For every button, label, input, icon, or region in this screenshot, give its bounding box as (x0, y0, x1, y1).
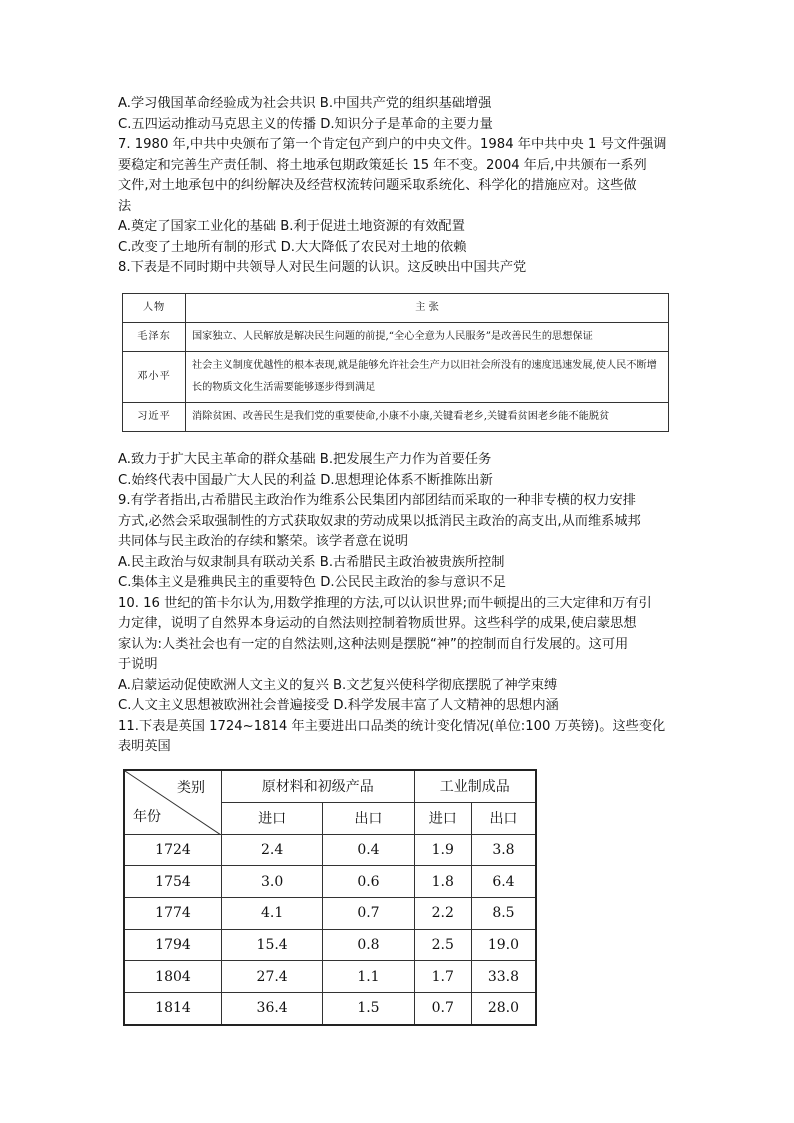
person-cell: 毛泽东 (123, 323, 186, 352)
year-cell: 1814 (124, 992, 222, 1025)
claim-cell: 消除贫困、改善民生是我们党的重要使命,小康不小康,关键看老乡,关键看贫困老乡能不能脱贫 (186, 403, 669, 432)
trade-table (123, 769, 537, 1026)
option-line: C.改变了土地所有制的形式 D.大大降低了农民对土地的依赖 (118, 239, 467, 255)
question-10-text: 10. 16 世纪的笛卡尔认为,用数学推理的方法,可以认识世界;而牛顿提出的三大定律和万有引 (118, 595, 652, 611)
year-cell: 1724 (124, 834, 222, 866)
value-cell: 2.4 (222, 834, 323, 866)
value-cell: 0.4 (323, 834, 414, 866)
question-11-text: 11.下表是英国 1724~1814 年主要进出口品类的统计变化情况(单位:100 万英镑)。这些变化 (118, 718, 666, 734)
corner-year-label: 年份 (133, 808, 161, 825)
question-9-text: 9.有学者指出,古希腊民主政治作为维系公民集团内部团结而采取的一种非专横的权力安排 (118, 493, 636, 508)
value-cell: 1.9 (414, 834, 471, 866)
value-cell: 2.5 (414, 929, 471, 961)
option-line: C.人文主义思想被欧洲社会普遍接受 D.科学发展丰富了人文精神的思想内涵 (118, 698, 559, 713)
question-7-text: 法 (118, 198, 132, 214)
question-7-text: 文件,对土地承包中的纠纷解决及经营权流转问题采取系统化、科学化的措施应对。这些做 (118, 178, 637, 193)
table-row (124, 929, 536, 961)
question-9-text: 共同体与民主政治的存续和繁荣。该学者意在说明 (118, 534, 409, 549)
question-block-top (118, 94, 678, 279)
value-cell: 8.5 (471, 897, 536, 929)
option-line: C.集体主义是雅典民主的重要特色 D.公民民主政治的参与意识不足 (118, 575, 506, 590)
table-row (124, 897, 536, 929)
year-cell: 1794 (124, 929, 222, 961)
question-10-text: 于说明 (118, 657, 158, 672)
question-10-text: 力定律，说明了自然界本身运动的自然法则控制着物质世界。这些科学的成果,使启蒙思想 (118, 616, 637, 631)
question-10-text: 家认为:人类社会也有一定的自然法则,这种法则是摆脱“神”的控制而自行发展的。这可用 (118, 636, 629, 652)
header-person: 人物 (123, 294, 186, 323)
question-block-mid (118, 450, 678, 758)
table-row (123, 352, 669, 403)
value-cell: 27.4 (222, 961, 323, 993)
value-cell: 1.8 (414, 866, 471, 898)
option-line: A.致力于扩大民主革命的群众基础 B.把发展生产力作为首要任务 (118, 452, 492, 467)
value-cell: 1.7 (414, 961, 471, 993)
header-claim: 主 张 (186, 294, 669, 323)
group-header: 原材料和初级产品 (222, 770, 415, 802)
option-line: C.五四运动推动马克思主义的传播 D.知识分子是革命的主要力量 (118, 116, 493, 132)
value-cell: 28.0 (471, 992, 536, 1025)
corner-category-label: 类别 (177, 780, 205, 796)
value-cell: 3.8 (471, 834, 536, 866)
value-cell: 0.6 (323, 866, 414, 898)
claim-cell: 社会主义制度优越性的根本表现,就是能够允许社会生产力以旧社会所没有的速度迅速发展,使人民不断增长的物质文化生活需要能够逐步得到满足 (186, 352, 669, 403)
option-line: A.学习俄国革命经验成为社会共识 B.中国共产党的组织基础增强 (118, 96, 492, 111)
table-row (124, 992, 536, 1025)
value-cell: 1.1 (323, 961, 414, 993)
question-7-text: 要稳定和完善生产责任制、将土地承包期政策延长 15 年不变。2004 年后,中共颁布一系列 (118, 157, 647, 173)
value-cell: 0.8 (323, 929, 414, 961)
table-row (123, 323, 669, 352)
option-line: C.始终代表中国最广大人民的利益 D.思想理论体系不断推陈出新 (118, 472, 493, 488)
subheader-cell: 进口 (222, 802, 323, 834)
option-line: A.启蒙运动促使欧洲人文主义的复兴 B.文艺复兴使科学彻底摆脱了神学束缚 (118, 677, 558, 693)
value-cell: 15.4 (222, 929, 323, 961)
person-cell: 习近平 (123, 403, 186, 432)
year-cell: 1754 (124, 866, 222, 898)
question-9-text: 方式,必然会采取强制性的方式获取奴隶的劳动成果以抵消民主政治的高支出,从而维系城邦 (118, 513, 641, 529)
person-cell: 邓小平 (123, 352, 186, 403)
table-row (124, 834, 536, 866)
year-cell: 1804 (124, 961, 222, 993)
value-cell: 4.1 (222, 897, 323, 929)
table-header-row (124, 770, 536, 802)
option-line: A.奠定了国家工业化的基础 B.利于促进土地资源的有效配置 (118, 219, 465, 234)
group-header: 工业制成品 (414, 770, 536, 802)
value-cell: 0.7 (323, 897, 414, 929)
table-row (124, 866, 536, 898)
subheader-cell: 出口 (323, 802, 414, 834)
table-row (123, 403, 669, 432)
value-cell: 33.8 (471, 961, 536, 993)
value-cell: 6.4 (471, 866, 536, 898)
question-7-text: 7. 1980 年,中共中央颁布了第一个肯定包产到户的中央文件。1984 年中共中央 1 号文件强调 (118, 137, 667, 152)
subheader-cell: 进口 (414, 802, 471, 834)
option-line: A.民主政治与奴隶制具有联动关系 B.古希腊民主政治被贵族所控制 (118, 554, 505, 570)
question-8-text: 8.下表是不同时期中共领导人对民生问题的认识。这反映出中国共产党 (118, 260, 527, 275)
value-cell: 36.4 (222, 992, 323, 1025)
table-row (124, 961, 536, 993)
value-cell: 2.2 (414, 897, 471, 929)
value-cell: 1.5 (323, 992, 414, 1025)
table-header-row (123, 294, 669, 323)
subheader-cell: 出口 (471, 802, 536, 834)
value-cell: 19.0 (471, 929, 536, 961)
value-cell: 3.0 (222, 866, 323, 898)
value-cell: 0.7 (414, 992, 471, 1025)
leaders-table (122, 293, 669, 432)
year-cell: 1774 (124, 897, 222, 929)
corner-cell (124, 770, 222, 834)
claim-cell: 国家独立、人民解放是解决民生问题的前提,“全心全意为人民服务”是改善民生的思想保证 (186, 323, 669, 352)
question-11-text: 表明英国 (118, 739, 171, 754)
